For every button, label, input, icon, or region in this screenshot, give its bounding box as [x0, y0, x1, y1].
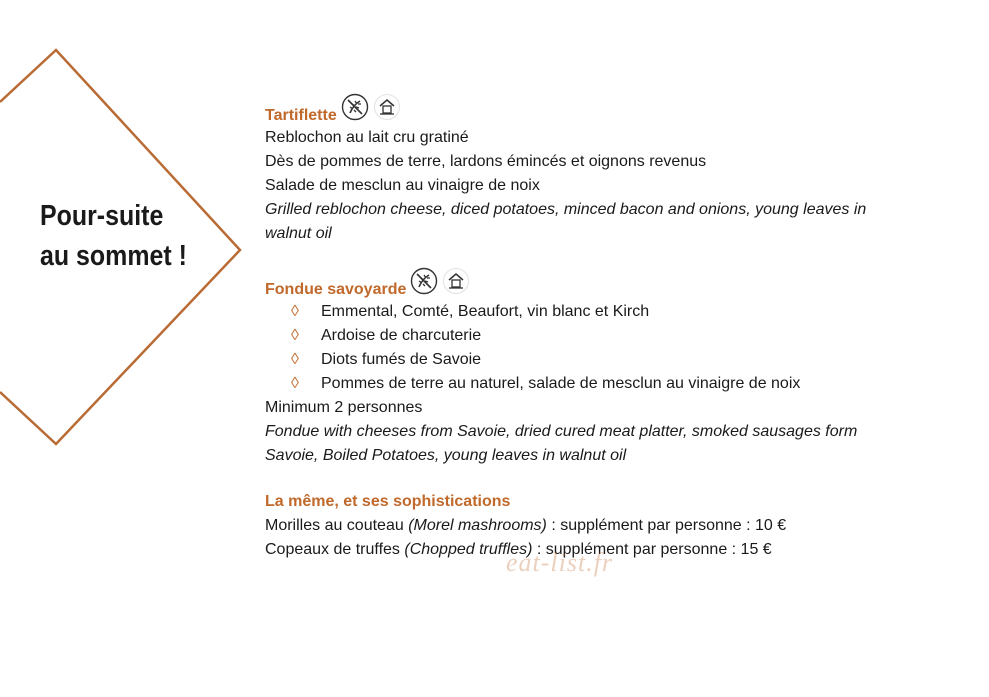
- list-item-text: Emmental, Comté, Beaufort, vin blanc et Kirch: [321, 303, 650, 320]
- english-description-line: Savoie, Boiled Potatoes, young leaves in walnut oil: [265, 447, 627, 464]
- decorative-diamond-frame: [0, 0, 260, 460]
- list-item: [265, 372, 965, 396]
- watermark: eat-list.fr: [506, 548, 614, 577]
- diamond-bullet-icon: ◊: [291, 375, 299, 392]
- list-item: [265, 324, 965, 348]
- ingredient-list: [265, 300, 965, 396]
- english-description-line: Fondue with cheeses from Savoie, dried cured meat platter, smoked sausages form: [265, 423, 858, 440]
- list-item: [265, 300, 965, 324]
- diamond-bullet-icon: ◊: [291, 327, 299, 344]
- supplement-line: [265, 538, 965, 562]
- menu-content: [265, 96, 965, 562]
- section-heading-line-1: Pour-suite: [40, 200, 164, 232]
- english-description-line: walnut oil: [265, 225, 332, 242]
- section-heading-line-2: au sommet !: [40, 240, 187, 272]
- supplement-english: (Chopped truffles): [404, 541, 533, 558]
- list-item: [265, 348, 965, 372]
- list-item-text: Pommes de terre au naturel, salade de mesclun au vinaigre de noix: [321, 375, 801, 392]
- diamond-bullet-icon: ◊: [291, 303, 299, 320]
- english-description-line: Grilled reblochon cheese, diced potatoes, minced bacon and onions, young leaves in: [265, 201, 867, 218]
- dish-header: [265, 270, 965, 300]
- supplement-price: : supplément par personne : 10 €: [546, 517, 787, 534]
- description-line: Salade de mesclun au vinaigre de noix: [265, 177, 540, 194]
- list-item-text: Diots fumés de Savoie: [321, 351, 482, 368]
- supplement-line: [265, 514, 965, 538]
- homemade-icon: [442, 267, 470, 303]
- supplement-name: Morilles au couteau: [265, 517, 409, 534]
- description-line: Dès de pommes de terre, lardons émincés et oignons revenus: [265, 153, 707, 170]
- homemade-icon: [373, 93, 401, 129]
- section-heading: [40, 196, 212, 276]
- sophistications-title: La même, et ses sophistications: [265, 493, 511, 510]
- supplement-name: Copeaux de truffes: [265, 541, 405, 558]
- dish-title: Tartiflette: [265, 107, 337, 124]
- supplement-price: : supplément par personne : 15 €: [532, 541, 772, 558]
- gluten-free-icon: [341, 93, 369, 129]
- gluten-free-icon: [410, 267, 438, 303]
- dish-header: [265, 96, 965, 126]
- description-line: Reblochon au lait cru gratiné: [265, 129, 469, 146]
- supplement-english: (Morel mashrooms): [408, 517, 547, 534]
- dish-title: Fondue savoyarde: [265, 281, 407, 298]
- minimum-note: Minimum 2 personnes: [265, 399, 423, 416]
- diamond-bullet-icon: ◊: [291, 351, 299, 368]
- dish-tartiflette: [265, 96, 965, 246]
- list-item-text: Ardoise de charcuterie: [321, 327, 482, 344]
- dish-fondue-savoyarde: [265, 270, 965, 468]
- sophistications-section: [265, 490, 965, 562]
